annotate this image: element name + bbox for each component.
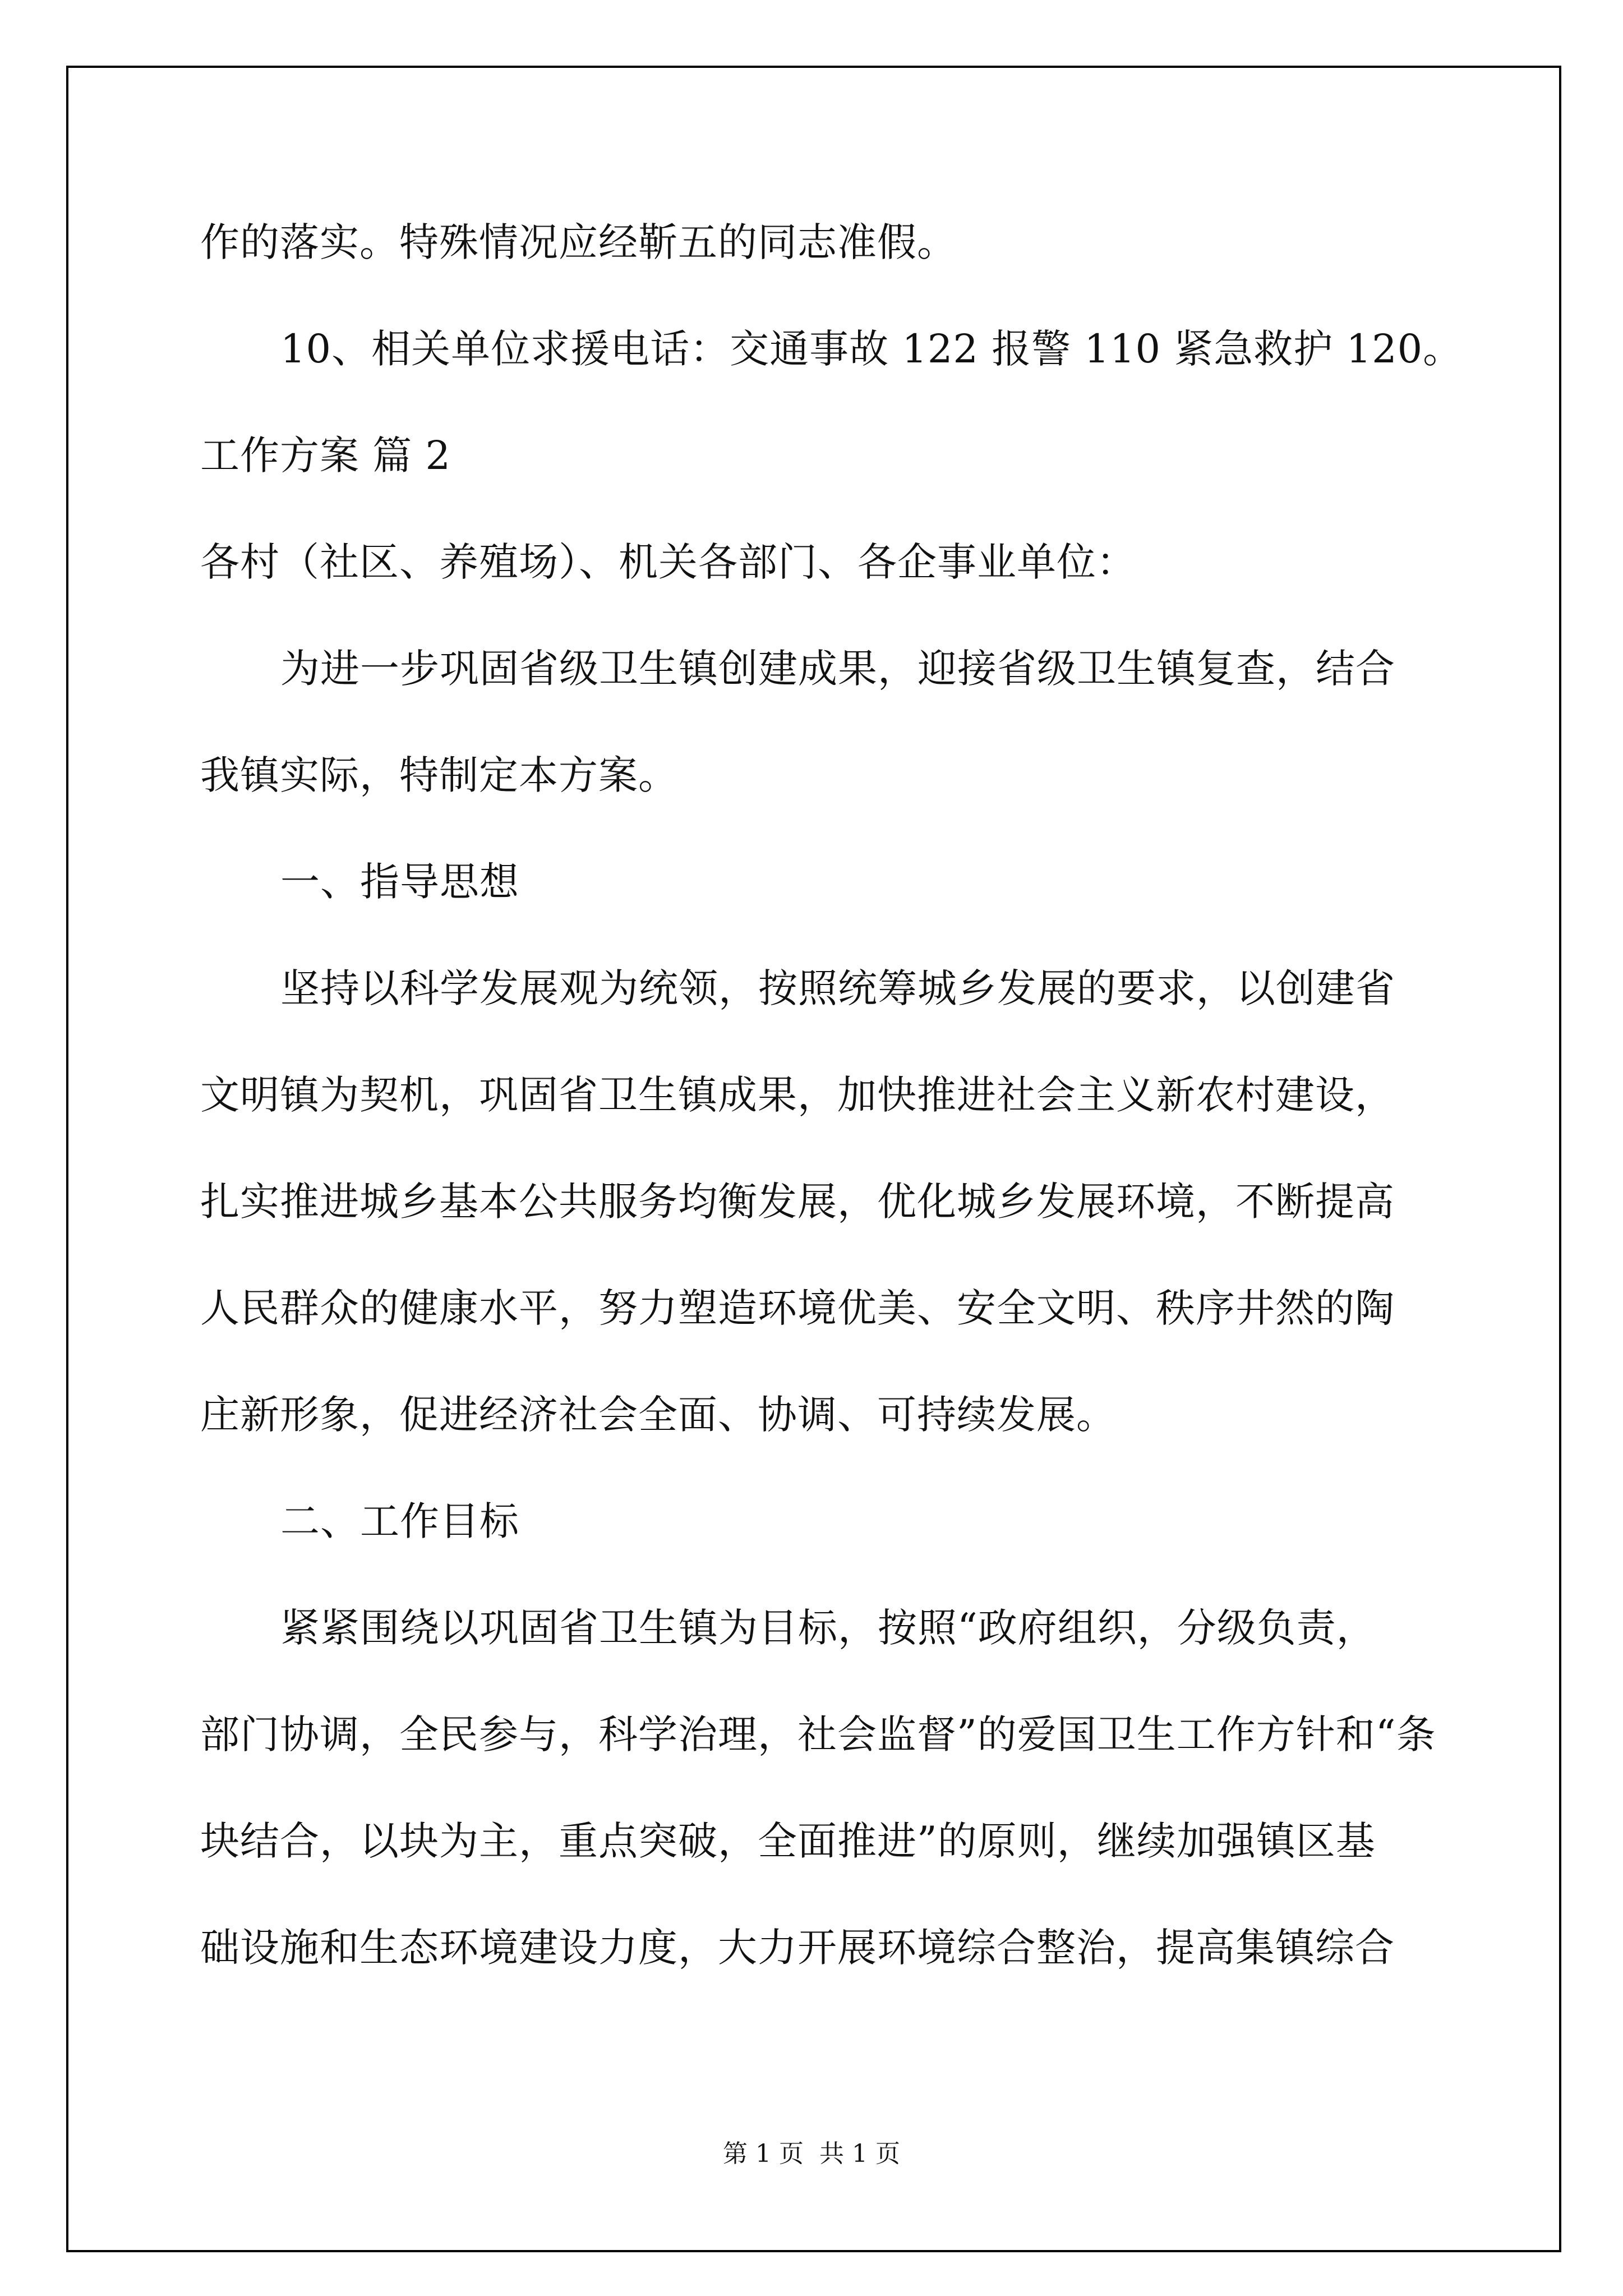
paragraph-line: 文明镇为契机，巩固省卫生镇成果，加快推进社会主义新农村建设， bbox=[200, 1072, 1395, 1118]
page-total: 共 1 页 bbox=[819, 2139, 900, 2168]
paragraph-line: 部门协调，全民参与，科学治理，社会监督”的爱国卫生工作方针和“条 bbox=[200, 1711, 1436, 1757]
section-heading: 工作方案 篇 2 bbox=[200, 432, 451, 478]
subheading: 二、工作目标 bbox=[280, 1498, 519, 1544]
page-footer bbox=[0, 2137, 1623, 2171]
paragraph-line: 紧紧围绕以巩固省卫生镇为目标，按照“政府组织，分级负责， bbox=[280, 1605, 1376, 1651]
paragraph-line: 为进一步巩固省级卫生镇创建成果，迎接省级卫生镇复查，结合 bbox=[280, 646, 1395, 692]
paragraph-line: 块结合，以块为主，重点突破，全面推进”的原则，继续加强镇区基 bbox=[200, 1818, 1376, 1864]
paragraph-line: 人民群众的健康水平，努力塑造环境优美、安全文明、秩序井然的陶 bbox=[200, 1285, 1395, 1331]
paragraph-line: 坚持以科学发展观为统领，按照统筹城乡发展的要求，以创建省 bbox=[280, 965, 1395, 1011]
subheading: 一、指导思想 bbox=[280, 859, 519, 905]
paragraph-line: 扎实推进城乡基本公共服务均衡发展，优化城乡发展环境，不断提高 bbox=[200, 1179, 1395, 1225]
page-number: 第 1 页 bbox=[723, 2139, 804, 2168]
paragraph-line: 作的落实。特殊情况应经靳五的同志准假。 bbox=[200, 219, 957, 265]
paragraph-line: 各村（社区、养殖场）、机关各部门、各企事业单位： bbox=[200, 539, 1136, 585]
paragraph-line: 10、相关单位求援电话：交通事故 122 报警 110 紧急救护 120。 bbox=[280, 326, 1463, 372]
paragraph-line: 我镇实际，特制定本方案。 bbox=[200, 752, 678, 798]
paragraph-line: 础设施和生态环境建设力度，大力开展环境综合整治，提高集镇综合 bbox=[200, 1925, 1395, 1971]
paragraph-line: 庄新形象，促进经济社会全面、协调、可持续发展。 bbox=[200, 1392, 1116, 1438]
